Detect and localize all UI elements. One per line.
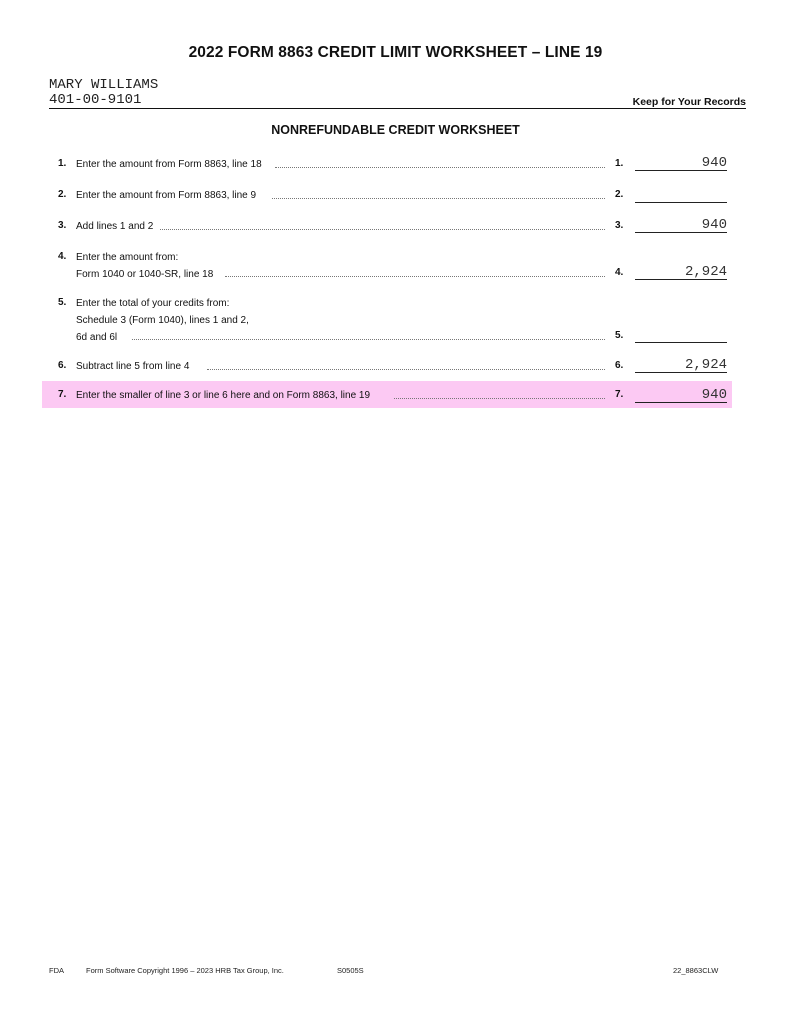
line-description: Enter the total of your credits from: Schedule 3 (Form 1040), lines 1 and 2, 6d and 6l <box>76 298 249 343</box>
keep-for-records-note: Keep for Your Records <box>632 96 746 108</box>
footer-form-id: 22_8863CLW <box>673 966 719 975</box>
line-5-amount <box>635 328 727 343</box>
line-description: Enter the amount from Form 8863, line 9 <box>76 190 257 201</box>
line-number: 5. <box>58 297 67 308</box>
line-reference: 1. <box>615 158 624 169</box>
footer-software-code: S0505S <box>337 966 364 975</box>
line-description: Subtract line 5 from line 4 <box>76 361 190 372</box>
taxpayer-name: MARY WILLIAMS <box>49 77 159 93</box>
dot-leader <box>275 167 605 168</box>
line-description: Enter the smaller of line 3 or line 6 here and on Form 8863, line 19 <box>76 390 371 401</box>
dot-leader <box>132 339 605 340</box>
line-description: Add lines 1 and 2 <box>76 221 154 232</box>
line-description: Enter the amount from: Form 1040 or 1040-SR, line 18 <box>76 252 214 280</box>
worksheet-line-7 <box>42 381 732 408</box>
worksheet-line-2 <box>42 186 732 204</box>
line-reference: 7. <box>615 389 624 400</box>
worksheet-line-1 <box>42 155 732 173</box>
dot-leader <box>207 369 605 370</box>
line-7-amount: 940 <box>635 388 727 403</box>
dot-leader <box>394 398 605 399</box>
footer-copyright: Form Software Copyright 1996 – 2023 HRB Tax Group, Inc. <box>86 966 284 975</box>
worksheet-line-6 <box>42 357 732 375</box>
taxpayer-info <box>49 78 158 108</box>
line-number: 2. <box>58 189 67 200</box>
dot-leader <box>225 276 605 277</box>
line-1-amount: 940 <box>635 156 727 171</box>
taxpayer-ssn: 401-00-9101 <box>49 92 142 108</box>
line-description: Enter the amount from Form 8863, line 18 <box>76 159 262 170</box>
footer-left-code: FDA <box>49 966 64 975</box>
line-2-amount <box>635 188 727 203</box>
line-4-amount: 2,924 <box>635 265 727 280</box>
line-number: 3. <box>58 220 67 231</box>
line-reference: 3. <box>615 220 624 231</box>
line-reference: 5. <box>615 330 624 341</box>
line-3-amount: 940 <box>635 218 727 233</box>
line-number: 4. <box>58 251 67 262</box>
section-title: NONREFUNDABLE CREDIT WORKSHEET <box>271 123 520 137</box>
line-number: 6. <box>58 360 67 371</box>
dot-leader <box>160 229 605 230</box>
worksheet-line-5 <box>42 294 732 346</box>
line-number: 1. <box>58 158 67 169</box>
worksheet-line-3 <box>42 217 732 235</box>
line-reference: 4. <box>615 267 624 278</box>
header-divider <box>49 108 746 109</box>
worksheet-line-4 <box>42 248 732 282</box>
line-reference: 6. <box>615 360 624 371</box>
line-reference: 2. <box>615 189 624 200</box>
line-number: 7. <box>58 389 67 400</box>
worksheet-title: 2022 FORM 8863 CREDIT LIMIT WORKSHEET – LINE 19 <box>188 44 603 61</box>
line-6-amount: 2,924 <box>635 358 727 373</box>
dot-leader <box>272 198 605 199</box>
